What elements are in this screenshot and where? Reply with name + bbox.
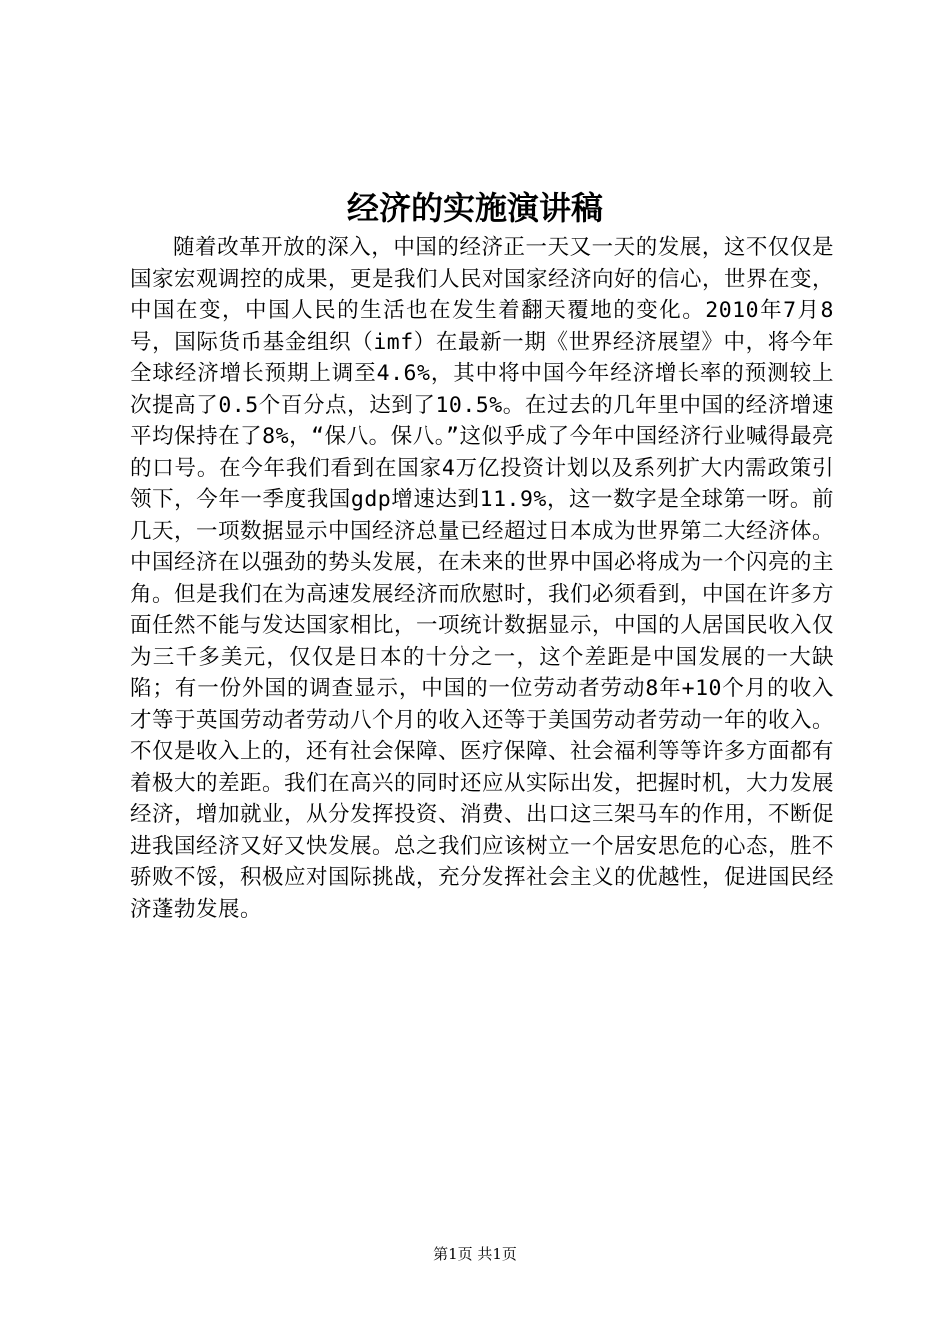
document-title: 经济的实施演讲稿: [346, 189, 603, 227]
body-paragraph: 随着改革开放的深入，中国的经济正一天又一天的发展，这不仅仅是国家宏观调控的成果，更是我们人民对国家经济向好的信心，世界在变，中国在变，中国人民的生活也在发生着翻天覆地的变化。2010年7月8号，国际货币基金组织（imf）在最新一期《世界经济展望》中，将今年全球经济增长预期上调至4.6%，其中将中国今年经济增长率的预测较上次提高了0.5个百分点，达到了10.5%。在过去的几年里中国的经济增速平均保持在了8%，“保八。保八。”这似乎成了今年中国经济行业喊得最亮的口号。在今年我们看到在国家4万亿投资计划以及系列扩大内需政策引领下，今年一季度我国gdp增速达到11.9%，这一数字是全球第一呀。前几天，一项数据显示中国经济总量已经超过日本成为世界第二大经济体。中国经济在以强劲的势头发展，在未来的世界中国必将成为一个闪亮的主角。但是我们在为高速发展经济而欣慰时，我们必须看到，中国在许多方面任然不能与发达国家相比，一项统计数据显示，中国的人居国民收入仅为三千多美元，仅仅是日本的十分之一，这个差距是中国发展的一大缺陷；有一份外国的调查显示，中国的一位劳动者劳动8年+10个月的收入才等于英国劳动者劳动八个月的收入还等于美国劳动者劳动一年的收入。不仅是收入上的，还有社会保障、医疗保障、社会福利等等许多方面都有着极大的差距。我们在高兴的同时还应从实际出发，把握时机，大力发展经济，增加就业，从分发挥投资、消费、出口这三架马车的作用，不断促进我国经济又好又快发展。总之我们应该树立一个居安思危的心态，胜不骄败不馁，积极应对国际挑战，充分发挥社会主义的优越性，促进国民经济蓬勃发展。: [130, 235, 835, 922]
page-footer: 第1页 共1页: [433, 1245, 517, 1263]
